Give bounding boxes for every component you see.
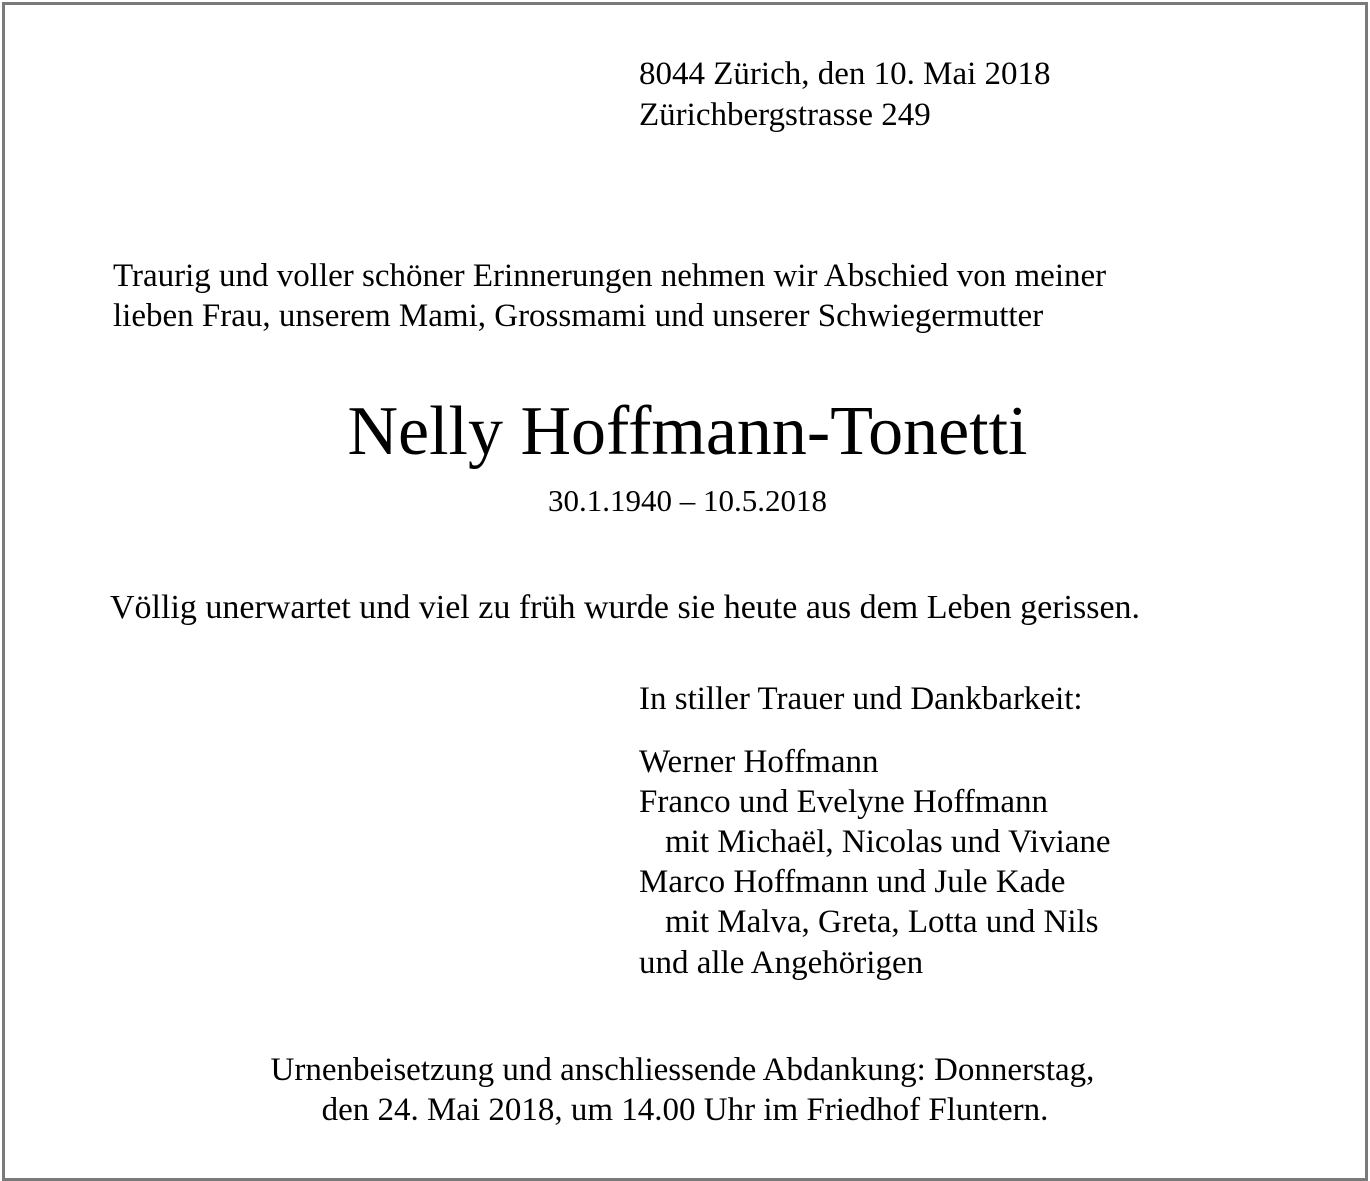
street-address: Zürichbergstrasse 249 xyxy=(639,97,931,133)
mourner-line: und alle Angehörigen xyxy=(639,945,924,981)
ceremony-line-1: Urnenbeisetzung und anschliessende Abdankung: Donnerstag, xyxy=(270,1052,1095,1088)
mourners-heading: In stiller Trauer und Dankbarkeit: xyxy=(639,681,1083,717)
intro-line-1: Traurig und voller schöner Erinnerungen nehmen wir Abschied von meiner xyxy=(113,258,1107,294)
statement: Völlig unerwartet und viel zu früh wurde sie heute aus dem Leben gerissen. xyxy=(110,589,1141,626)
mourner-line: Franco und Evelyne Hoffmann xyxy=(639,784,1049,820)
mourner-line: Werner Hoffmann xyxy=(639,744,879,780)
mourner-line: Marco Hoffmann und Jule Kade xyxy=(639,864,1066,900)
life-dates: 30.1.1940 – 10.5.2018 xyxy=(548,483,827,518)
place-date: 8044 Zürich, den 10. Mai 2018 xyxy=(639,56,1051,92)
deceased-name: Nelly Hoffmann-Tonetti xyxy=(347,393,1028,470)
ceremony-line-2: den 24. Mai 2018, um 14.00 Uhr im Friedhof Fluntern. xyxy=(321,1092,1049,1128)
mourner-line: mit Michaël, Nicolas und Viviane xyxy=(665,824,1111,860)
intro-line-2: lieben Frau, unserem Mami, Grossmami und unserer Schwiegermutter xyxy=(113,298,1044,334)
mourner-line: mit Malva, Greta, Lotta und Nils xyxy=(665,904,1099,940)
